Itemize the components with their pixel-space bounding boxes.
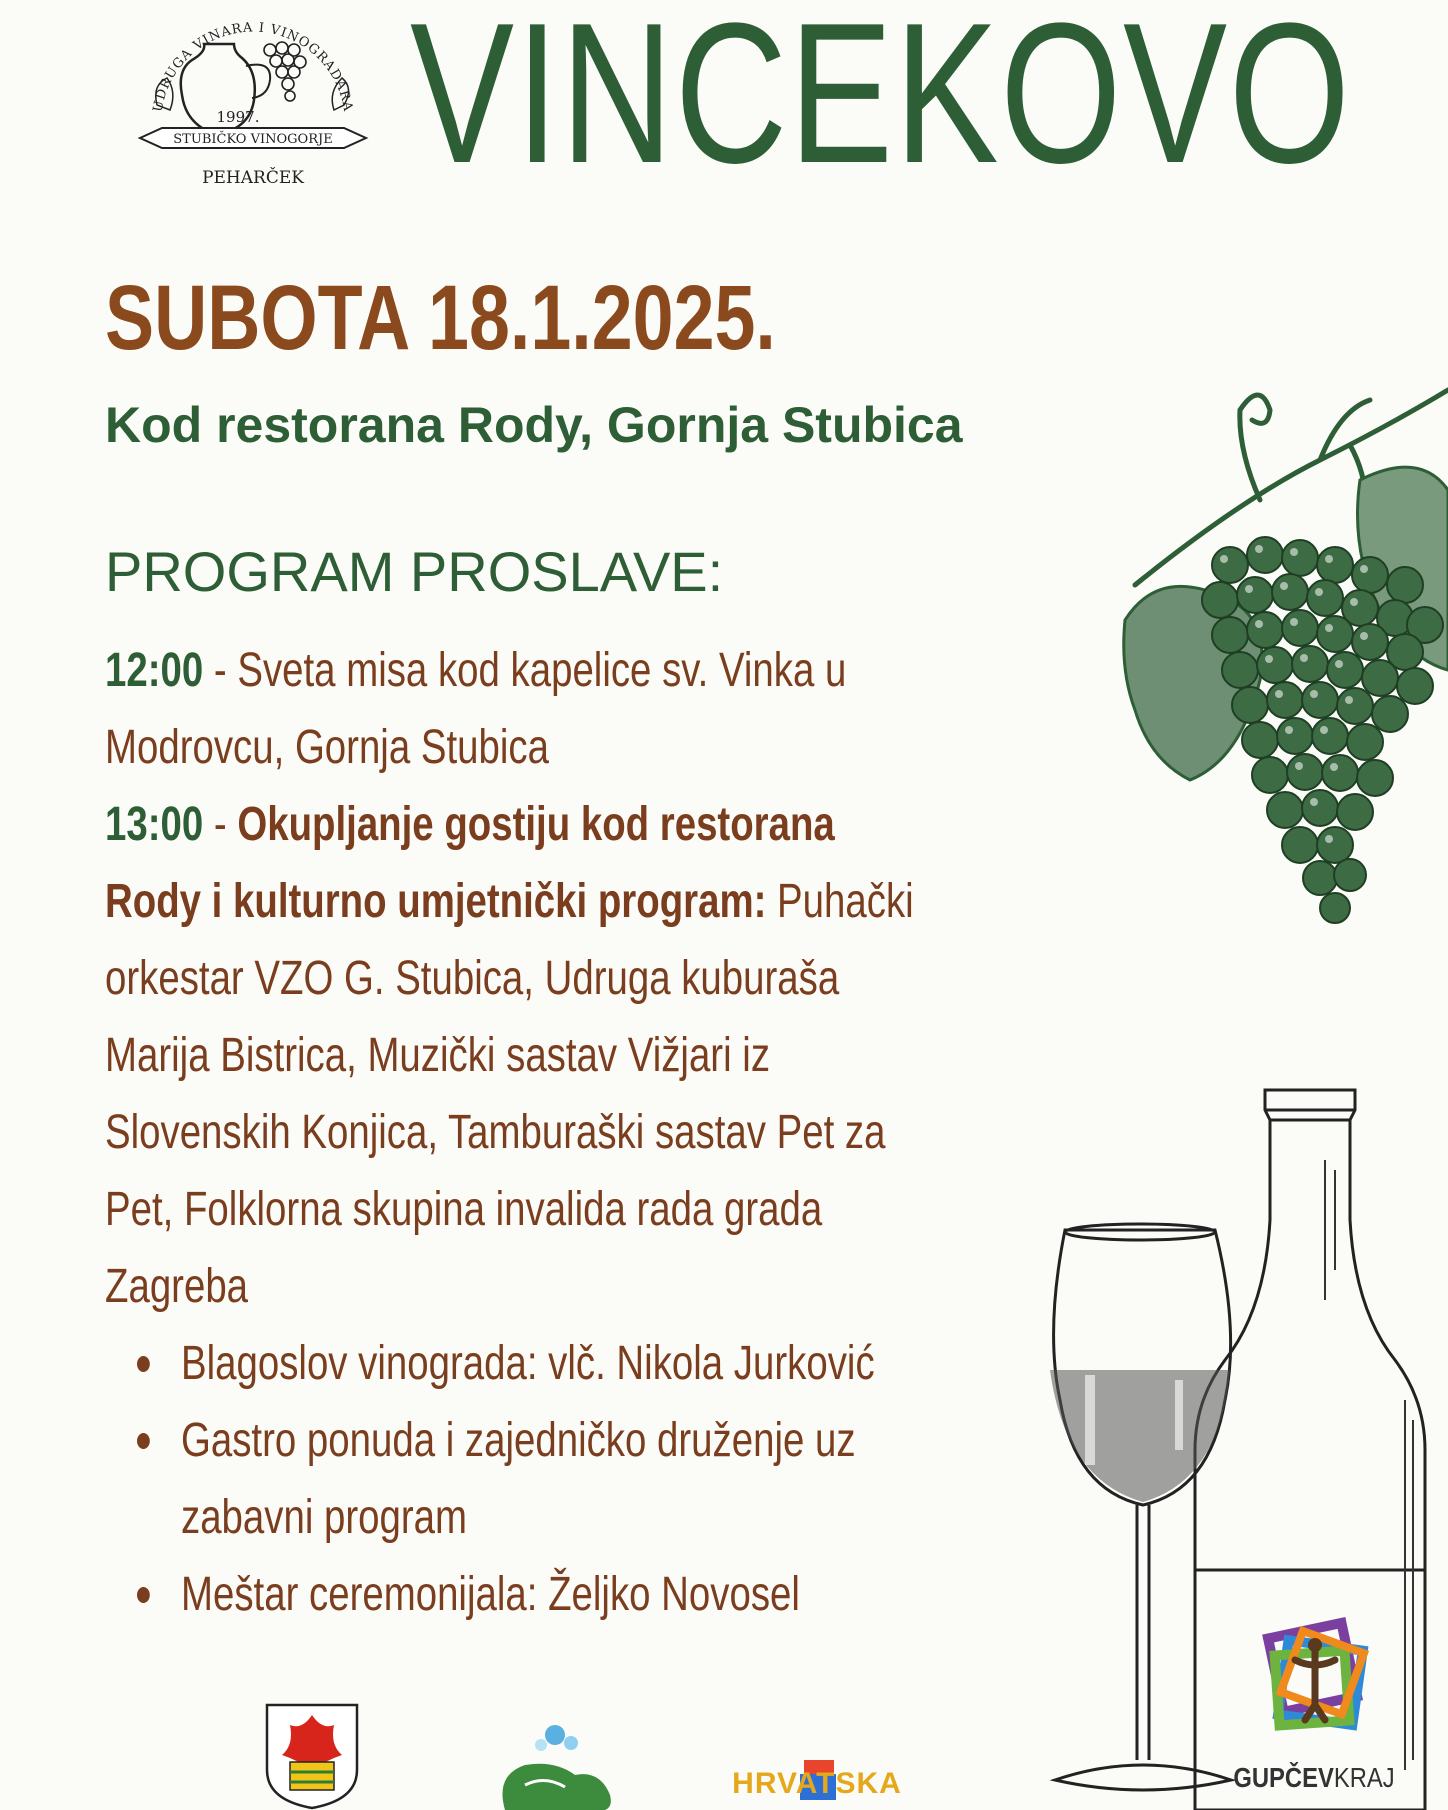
program-text: - Sveta misa kod kapelice sv. Vinka u Modrovcu, Gornja Stubica xyxy=(105,644,847,774)
municipality-crest xyxy=(262,1700,362,1810)
program-highlight: Okupljanje gostiju kod restorana Rody i kulturno umjetnički program: xyxy=(105,798,835,928)
logo-year: 1997. xyxy=(216,108,260,126)
tourist-board-logo xyxy=(485,1715,625,1810)
logo-name: PEHARČEK xyxy=(202,168,304,188)
program-list xyxy=(105,632,921,1633)
bullet-item: Gastro ponuda i zajedničko druženje uz zabavni program xyxy=(181,1402,921,1556)
program-time: 12:00 xyxy=(105,644,204,697)
gupcev-kraj-logo xyxy=(1255,1615,1375,1735)
wine-illustration xyxy=(1025,1070,1445,1810)
croatia-logo-text: HRVATSKA xyxy=(732,1767,902,1800)
association-logo xyxy=(122,0,382,200)
program-item-2 xyxy=(105,786,921,1325)
program-heading: PROGRAM PROSLAVE: xyxy=(105,540,724,603)
page-title: VINCEKOVO xyxy=(410,0,1352,205)
bullet-item: Meštar ceremonijala: Željko Novosel xyxy=(181,1556,921,1633)
program-separator: - xyxy=(203,798,238,851)
logo-ribbon-text: STUBIČKO VINOGORJE xyxy=(173,132,333,147)
program-text: Puhački orkestar VZO G. Stubica, Udruga kuburaša Marija Bistrica, Muzički sastav Vižjari iz Slovenskih Konjica, Tamburaški sastav Pet za Pet, Folklorna skupina invalida rada grada Zagreba xyxy=(105,875,914,1313)
event-date: SUBOTA 18.1.2025. xyxy=(105,267,776,369)
program-item-1 xyxy=(105,632,921,786)
program-bullets xyxy=(105,1325,921,1633)
program-time: 13:00 xyxy=(105,798,204,851)
event-location: Kod restorana Rody, Gornja Stubica xyxy=(105,397,963,453)
gupcev-kraj-thin: KRAJ xyxy=(1333,1762,1395,1793)
logo-arc-text: UDRUGA VINARA I VINOGRADARA xyxy=(150,20,356,114)
bullet-item: Blagoslov vinograda: vlč. Nikola Jurković xyxy=(181,1325,921,1402)
gupcev-kraj-text xyxy=(1229,1762,1399,1794)
gupcev-kraj-bold: GUPČEV xyxy=(1233,1762,1334,1793)
grape-illustration xyxy=(1120,350,1448,1030)
